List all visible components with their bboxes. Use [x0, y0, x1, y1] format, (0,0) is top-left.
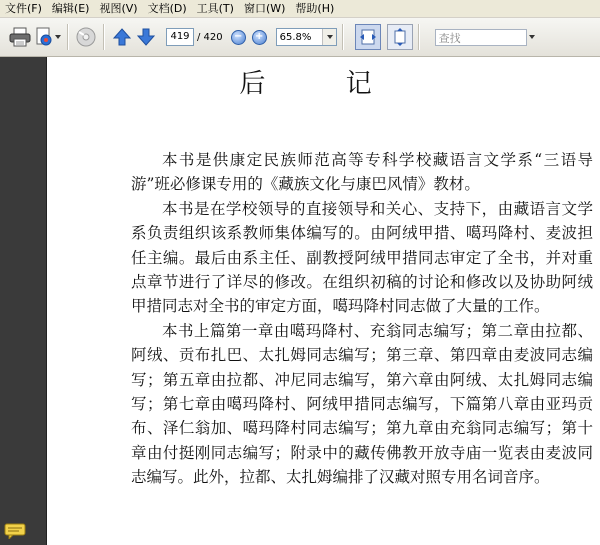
zoom-in-icon: + — [254, 31, 264, 42]
zoom-out-icon: − — [233, 31, 243, 42]
document-properties-button[interactable] — [32, 24, 62, 50]
next-page-button[interactable] — [134, 24, 158, 50]
print-button[interactable] — [8, 24, 32, 50]
paragraph: 本书是在学校领导的直接领导和关心、支持下，由藏语言文学系负责组织该系教师集体编写的。由阿绒甲措、噶玛降村、麦波担任主编。最后由系主任、副教授阿绒甲措同志审定了全书，并对重点章节进行了详尽的修改。在组织初稿的讨论和修改以及协助阿绒甲措同志对全书的审定方面，噶玛降村同志做了大量的工作。 — [131, 199, 593, 316]
menu-window[interactable]: 窗口(W) — [243, 2, 286, 15]
navigation-panel[interactable] — [0, 57, 47, 545]
fit-page-icon — [391, 28, 409, 46]
disc-icon — [75, 26, 97, 48]
toolbar — [0, 18, 600, 57]
zoom-in-button[interactable] — [252, 30, 267, 45]
page-number-input[interactable]: 419 — [166, 28, 194, 46]
page-total-label: / 420 — [197, 31, 223, 43]
search-input[interactable]: 查找 — [435, 29, 527, 46]
paragraph: 本书是供康定民族师范高等专科学校藏语言文学系“三语导游”班必修课专用的《藏族文化与康巴风情》教材。 — [131, 151, 593, 194]
document-page — [47, 57, 600, 545]
page-title: 后 记 — [239, 69, 408, 99]
chevron-down-icon — [55, 35, 61, 39]
menu-document[interactable]: 文档(D) — [147, 2, 187, 15]
zoom-select[interactable] — [276, 28, 337, 46]
comment-icon — [4, 523, 26, 539]
arrow-up-icon — [112, 27, 132, 47]
toolbar-divider — [418, 24, 420, 50]
chevron-down-icon — [327, 35, 333, 39]
menu-help[interactable]: 帮助(H) — [295, 2, 335, 15]
fit-width-button[interactable] — [355, 24, 381, 50]
menu-view[interactable]: 视图(V) — [99, 2, 138, 15]
zoom-out-button[interactable] — [231, 30, 246, 45]
paragraph: 本书上篇第一章由噶玛降村、充翁同志编写；第二章由拉都、阿绒、贡布扎巴、太扎姆同志编写；第三章、第四章由麦波同志编写；第五章由拉都、冲尼同志编写，第六章由阿绒、太扎姆同志编写；第七章由噶玛降村、阿绒甲措同志编写，下篇第八章由亚玛贡布、泽仁翁加、噶玛降村同志编写；第九章由充翁同志编写；第十章由付挺刚同志编写；附录中的藏传佛教开放寺庙一览表由麦波同志编写。此外，拉都、太扎姆编排了汉藏对照专用名词音序。 — [131, 321, 593, 487]
arrow-down-icon — [136, 27, 156, 47]
disc-button[interactable] — [74, 24, 98, 50]
chevron-down-icon — [529, 35, 535, 39]
comment-button[interactable] — [4, 523, 26, 543]
zoom-dropdown-button[interactable] — [322, 29, 336, 45]
document-body — [131, 148, 593, 490]
print-icon — [9, 27, 31, 47]
previous-page-button[interactable] — [110, 24, 134, 50]
fit-page-button[interactable] — [387, 24, 413, 50]
menu-bar — [0, 0, 600, 18]
toolbar-divider — [67, 24, 69, 50]
menu-tools[interactable]: 工具(T) — [196, 2, 234, 15]
fit-width-icon — [359, 28, 377, 46]
toolbar-divider — [342, 24, 344, 50]
document-properties-icon — [34, 27, 54, 47]
menu-file[interactable]: 文件(F) — [5, 2, 42, 15]
search-dropdown-button[interactable] — [527, 29, 537, 46]
zoom-value: 65.8% — [279, 31, 312, 43]
menu-edit[interactable]: 编辑(E) — [51, 2, 90, 15]
toolbar-divider — [103, 24, 105, 50]
